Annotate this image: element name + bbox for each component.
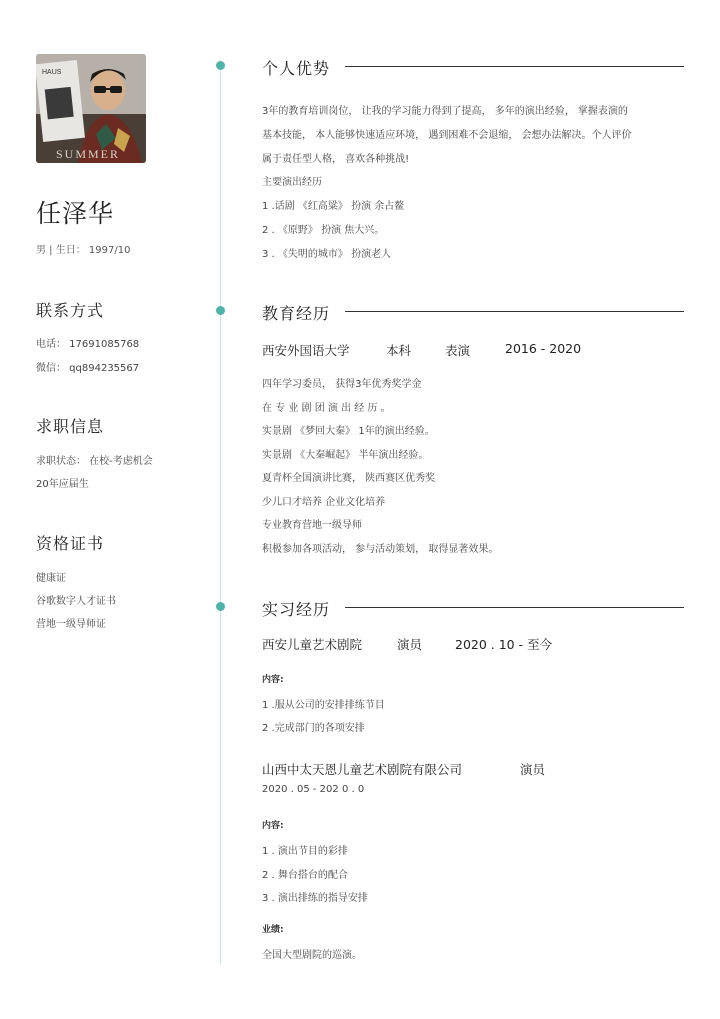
advantage-line: 3年的教育培训岗位， 让我的学习能力得到了提高， 多年的演出经验， 掌握表演的 xyxy=(262,106,628,117)
job2-period: 2020 . 05 - 202 0 . 0 xyxy=(262,784,365,795)
internship-title: 实习经历 xyxy=(262,600,331,619)
advantage-line: 基本技能， 本人能够快速适应环境， 遇到困难不会退缩， 会想办法解决。个人评价 xyxy=(262,130,632,141)
contact-title: 联系方式 xyxy=(36,301,105,320)
education-line: 积极参加各项活动， 参与活动策划， 取得显著效果。 xyxy=(262,544,499,555)
timeline-dot xyxy=(216,61,225,70)
job2-item: 3 . 演出排练的指导安排 xyxy=(262,893,368,904)
job1-content-label: 内容: xyxy=(262,675,284,685)
contact-phone: 电话： 17691085768 xyxy=(36,339,140,350)
job1-item: 2 .完成部门的各项安排 xyxy=(262,723,365,734)
certs-title: 资格证书 xyxy=(36,534,105,553)
profile-photo xyxy=(36,54,146,163)
cert-item: 谷歌数字人才证书 xyxy=(36,596,116,607)
section-rule xyxy=(345,607,684,608)
advantage-line: 属于责任型人格， 喜欢各种挑战! xyxy=(262,154,410,165)
job1-item: 1 .服从公司的安排排练节目 xyxy=(262,700,385,711)
timeline-line xyxy=(220,60,221,965)
education-line: 专业教育营地一级导师 xyxy=(262,520,362,531)
photo-text-bottom: SUMMER xyxy=(56,147,121,161)
education-line: 夏青杯全国演讲比赛， 陕西赛区优秀奖 xyxy=(262,473,436,484)
advantage-line: 3 . 《失明的城市》 扮演老人 xyxy=(262,249,392,260)
section-rule xyxy=(345,66,684,67)
candidate-name: 任泽华 xyxy=(36,199,115,228)
education-major: 表演 xyxy=(445,343,471,358)
education-line: 实景剧 《梦回大秦》 1年的演出经验。 xyxy=(262,426,435,437)
photo-text-top: HAUS xyxy=(42,69,62,76)
candidate-meta: 男 | 生日： 1997/10 xyxy=(36,245,131,256)
sidebar xyxy=(0,0,190,1019)
education-title: 教育经历 xyxy=(262,304,331,323)
job1-role: 演员 xyxy=(397,637,423,652)
timeline-dot xyxy=(216,602,225,611)
cert-item: 健康证 xyxy=(36,573,66,584)
education-line: 实景剧 《大秦崛起》 半年演出经验。 xyxy=(262,450,429,461)
job1-period: 2020 . 10 - 至今 xyxy=(455,637,553,652)
cert-item: 营地一级导师证 xyxy=(36,619,106,630)
education-degree: 本科 xyxy=(386,343,412,358)
education-period: 2016 - 2020 xyxy=(505,341,582,356)
advantage-line: 1 .话剧 《红高粱》 扮演 余占鳌 xyxy=(262,201,405,212)
job1-company: 西安儿童艺术剧院 xyxy=(262,637,363,652)
job2-achievement-label: 业绩: xyxy=(262,925,284,935)
job2-role: 演员 xyxy=(520,762,546,777)
advantages-title: 个人优势 xyxy=(262,59,331,78)
education-school: 西安外国语大学 xyxy=(262,343,350,358)
portrait-illustration xyxy=(36,54,146,163)
job2-company: 山西中太天恩儿童艺术剧院有限公司 xyxy=(262,762,463,777)
job2-content-label: 内容: xyxy=(262,821,284,831)
job-title: 求职信息 xyxy=(36,417,105,436)
section-rule xyxy=(345,311,684,312)
job2-item: 2 . 舞台搭台的配合 xyxy=(262,870,348,881)
education-line: 四年学习委员， 获得3年优秀奖学金 xyxy=(262,379,422,390)
education-line: 在 专 业 剧 团 演 出 经 历 。 xyxy=(262,403,391,414)
job2-achievement: 全国大型剧院的巡演。 xyxy=(262,950,362,961)
job2-item: 1 . 演出节目的彩排 xyxy=(262,846,348,857)
job-status: 求职状态： 在校-考虑机会 xyxy=(36,456,153,467)
advantage-line: 2 . 《原野》 扮演 焦大兴。 xyxy=(262,225,385,236)
education-line: 少儿口才培养 企业文化培养 xyxy=(262,497,386,508)
timeline-dot xyxy=(216,306,225,315)
contact-wechat: 微信： qq894235567 xyxy=(36,363,140,374)
job-grad: 20年应届生 xyxy=(36,479,89,490)
advantage-line: 主要演出经历 xyxy=(262,177,322,188)
